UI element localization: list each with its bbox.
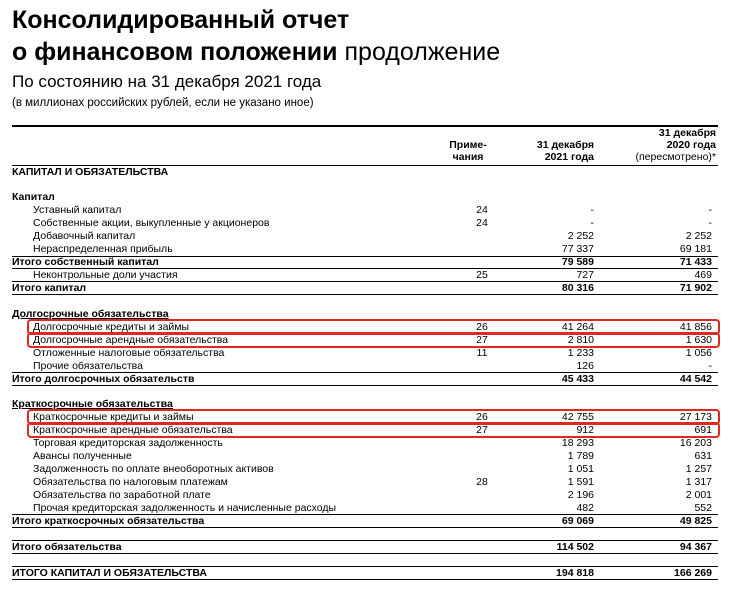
header-2021-line-2: 2021 года [544, 151, 594, 163]
row-label: Отложенные налоговые обязательства [33, 347, 225, 359]
row-note: 27 [476, 424, 488, 436]
row-note: 24 [476, 217, 488, 229]
table-row [12, 230, 718, 243]
row-value-2021: 114 502 [556, 541, 594, 553]
title-line-2 [12, 36, 500, 68]
row-value-2020: 16 203 [679, 437, 712, 449]
row-label: Прочие обязательства [33, 360, 143, 372]
row-value-2021: 1 233 [567, 347, 594, 359]
table-row [12, 243, 718, 256]
highlight-box-long-term-leases [27, 332, 720, 348]
row-value-2020: 691 [694, 424, 712, 436]
table-row [12, 347, 718, 360]
row-value-2021: 2 810 [567, 334, 594, 346]
row-value-2021: 77 337 [561, 243, 594, 255]
report-date: По состоянию на 31 декабря 2021 года [12, 72, 322, 91]
row-value-2020: 27 173 [679, 411, 712, 423]
table-row-subtotal [12, 256, 718, 269]
row-label: Задолженность по оплате внеоборотных активов [33, 463, 274, 475]
table-row-total [12, 282, 718, 295]
notes-header-line-1: Приме- [449, 139, 487, 151]
row-label: Краткосрочные обязательства [12, 398, 173, 410]
table-row [12, 360, 718, 373]
table-row-subtotal [12, 373, 718, 386]
row-label: Долгосрочные арендные обязательства [33, 334, 229, 346]
row-note: 26 [476, 321, 488, 333]
column-header-notes [440, 139, 496, 163]
table-row-subtotal [12, 515, 718, 528]
row-label: Неконтрольные доли участия [33, 269, 178, 281]
row-value-2021: 2 196 [567, 489, 594, 501]
row-value-2021: 79 589 [561, 256, 594, 268]
table-row [12, 269, 718, 282]
row-value-2020: 1 317 [685, 476, 712, 488]
row-note: 24 [476, 204, 488, 216]
row-value-2020: 71 902 [679, 282, 712, 294]
row-note: 28 [476, 476, 488, 488]
row-value-2020: 552 [694, 502, 712, 514]
units-note: (в миллионах российских рублей, если не указано иное) [12, 97, 314, 109]
table-row [12, 489, 718, 502]
row-label: Нераспределенная прибыль [33, 243, 173, 255]
row-value-2021: 2 252 [567, 230, 594, 242]
header-2021-line-1: 31 декабря [536, 139, 594, 151]
row-label: Итого обязательства [12, 541, 122, 553]
row-value-2020: 44 542 [679, 373, 712, 385]
row-note: 27 [476, 334, 488, 346]
row-value-2021: 42 755 [561, 411, 594, 423]
column-header-2020 [600, 127, 716, 163]
row-value-2021: - [590, 204, 594, 216]
title-line-2-light: продолжение [344, 38, 501, 66]
table-row [12, 450, 718, 463]
row-label: КАПИТАЛ И ОБЯЗАТЕЛЬСТВА [12, 166, 169, 178]
table-row-total [12, 541, 718, 554]
row-value-2021: 80 316 [561, 282, 594, 294]
row-value-2021: 1 051 [567, 463, 594, 475]
header-2020-line-1: 31 декабря [658, 127, 716, 139]
row-label: Обязательства по налоговым платежам [33, 476, 228, 488]
table-row-group-header [12, 191, 718, 204]
column-header-2021 [500, 139, 594, 163]
row-value-2020: 94 367 [679, 541, 712, 553]
table-row [12, 204, 718, 217]
row-value-2021: 126 [576, 360, 594, 372]
table-row [12, 217, 718, 230]
row-value-2021: 45 433 [561, 373, 594, 385]
table-row [12, 437, 718, 450]
table-row [12, 502, 718, 515]
table-row [12, 463, 718, 476]
row-value-2021: 18 293 [561, 437, 594, 449]
row-value-2020: 41 856 [679, 321, 712, 333]
row-label: Собственные акции, выкупленные у акционеров [33, 217, 270, 229]
row-value-2021: 912 [576, 424, 594, 436]
row-value-2021: 727 [576, 269, 594, 281]
row-value-2021: 41 264 [561, 321, 594, 333]
row-label: Обязательства по заработной плате [33, 489, 211, 501]
table-row [12, 476, 718, 489]
title-line-1: Консолидированный отчет [12, 6, 350, 34]
header-2020-line-3: (пересмотрено)* [635, 151, 716, 163]
row-value-2021: 1 591 [567, 476, 594, 488]
row-note: 26 [476, 411, 488, 423]
row-note: 25 [476, 269, 488, 281]
row-label: Добавочный капитал [33, 230, 136, 242]
row-label: Долгосрочные обязательства [12, 308, 169, 320]
row-label: Торговая кредиторская задолженность [33, 437, 223, 449]
row-label: Итого долгосрочных обязательств [12, 373, 195, 385]
row-note: 11 [476, 347, 488, 359]
row-value-2020: 2 001 [685, 489, 712, 501]
table-row-grand-total [12, 567, 718, 580]
row-value-2020: 69 181 [679, 243, 712, 255]
row-value-2021: 1 789 [567, 450, 594, 462]
row-value-2020: 469 [694, 269, 712, 281]
row-value-2020: 2 252 [685, 230, 712, 242]
row-value-2020: - [708, 204, 712, 216]
header-2020-line-2: 2020 года [666, 139, 716, 151]
row-label: Прочая кредиторская задолженность и начисленные расходы [33, 502, 337, 514]
row-value-2021: 482 [576, 502, 594, 514]
row-label: Капитал [12, 191, 55, 203]
row-label: ИТОГО КАПИТАЛ И ОБЯЗАТЕЛЬСТВА [12, 567, 208, 579]
report-title [12, 4, 500, 68]
table-row-section-header [12, 166, 718, 179]
row-value-2021: - [590, 217, 594, 229]
row-value-2020: - [708, 217, 712, 229]
row-value-2020: 71 433 [679, 256, 712, 268]
row-label: Итого краткосрочных обязательства [12, 515, 205, 527]
row-value-2020: 1 630 [685, 334, 712, 346]
row-label: Долгосрочные кредиты и займы [33, 321, 190, 333]
row-value-2020: 166 269 [674, 567, 712, 579]
row-label: Краткосрочные арендные обязательства [33, 424, 233, 436]
row-value-2020: 631 [694, 450, 712, 462]
row-value-2020: 1 056 [685, 347, 712, 359]
notes-header-line-2: чания [452, 151, 484, 163]
row-label: Краткосрочные кредиты и займы [33, 411, 194, 423]
row-label: Итого собственный капитал [12, 256, 159, 268]
row-value-2020: 49 825 [679, 515, 712, 527]
row-value-2020: - [708, 360, 712, 372]
title-line-2-bold: о финансовом положении [12, 38, 338, 66]
row-value-2021: 194 818 [556, 567, 594, 579]
row-value-2021: 69 069 [561, 515, 594, 527]
row-label: Уставный капитал [33, 204, 122, 216]
row-value-2020: 1 257 [685, 463, 712, 475]
highlight-box-short-term-leases [27, 422, 720, 438]
row-label: Итого капитал [12, 282, 87, 294]
row-label: Авансы полученные [33, 450, 132, 462]
